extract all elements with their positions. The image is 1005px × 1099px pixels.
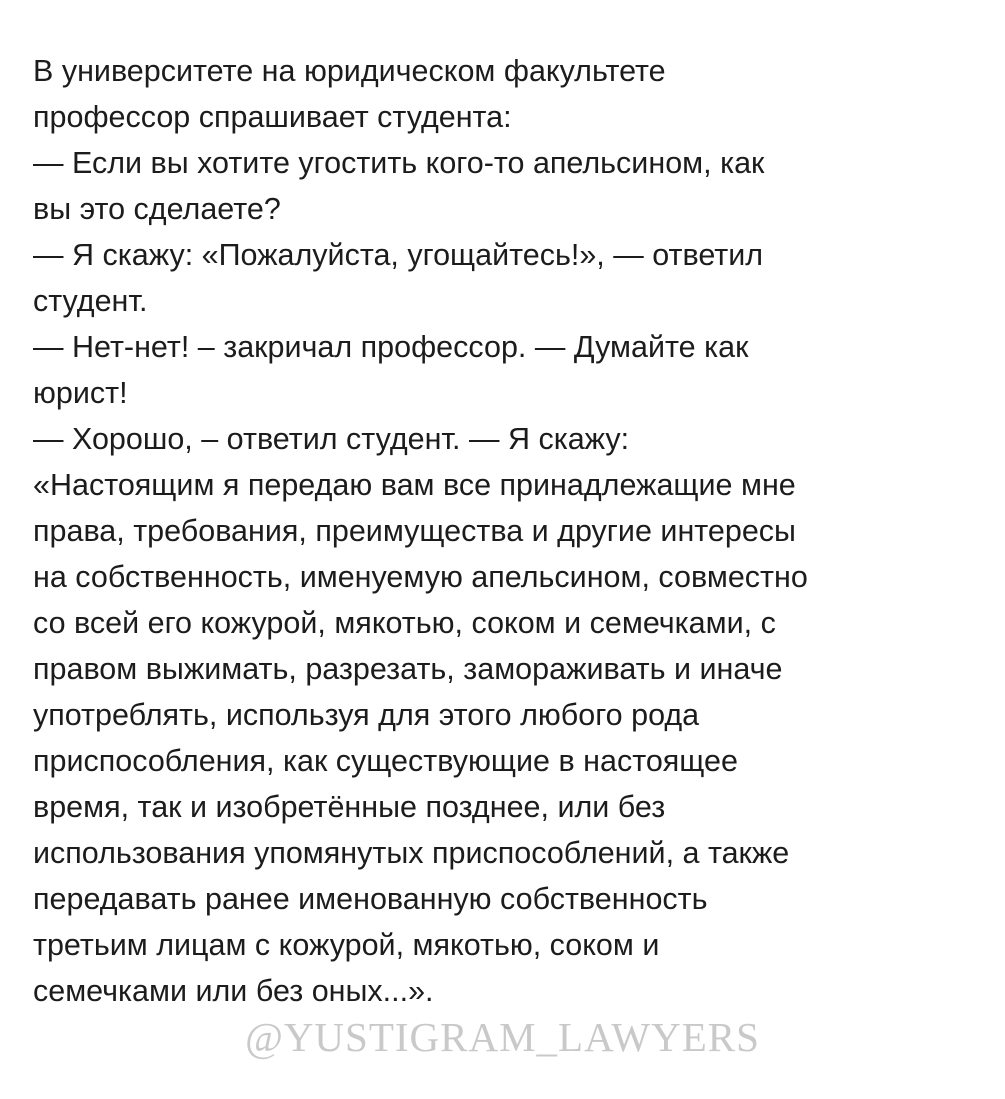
story-line: передавать ранее именованную собственность [33,882,708,916]
story-line: «Настоящим я передаю вам все принадлежащие мне [33,468,796,502]
story-line: употреблять, используя для этого любого рода [33,698,700,732]
story-line: — Нет-нет! – закричал профессор. — Думайте как [33,330,749,364]
story-line: на собственность, именуемую апельсином, совместно [33,560,808,594]
story-text [33,48,993,1014]
story-line: третьим лицам с кожурой, мякотью, соком и [33,928,660,962]
story-line: — Хорошо, – ответил студент. — Я скажу: [33,422,630,456]
story-line: студент. [33,284,148,318]
story-line: — Я скажу: «Пожалуйста, угощайтесь!», — ответил [33,238,764,272]
story-line: В университете на юридическом факультете [33,54,666,88]
story-line: использования упомянутых приспособлений, а также [33,836,790,870]
story-line: профессор спрашивает студента: [33,100,512,134]
story-line: правом выжимать, разрезать, замораживать и иначе [33,652,783,686]
story-line: приспособления, как существующие в настоящее [33,744,738,778]
story-line: семечками или без оных...». [33,974,434,1008]
story-line: юрист! [33,376,128,410]
story-line: — Если вы хотите угостить кого-то апельсином, как [33,146,765,180]
watermark-handle: @YUSTIGRAM_LAWYERS [245,1014,760,1060]
story-line: время, так и изобретённые позднее, или без [33,790,666,824]
story-line: права, требования, преимущества и другие интересы [33,514,796,548]
story-line: вы это сделаете? [33,192,281,226]
story-line: со всей его кожурой, мякотью, соком и семечками, с [33,606,776,640]
